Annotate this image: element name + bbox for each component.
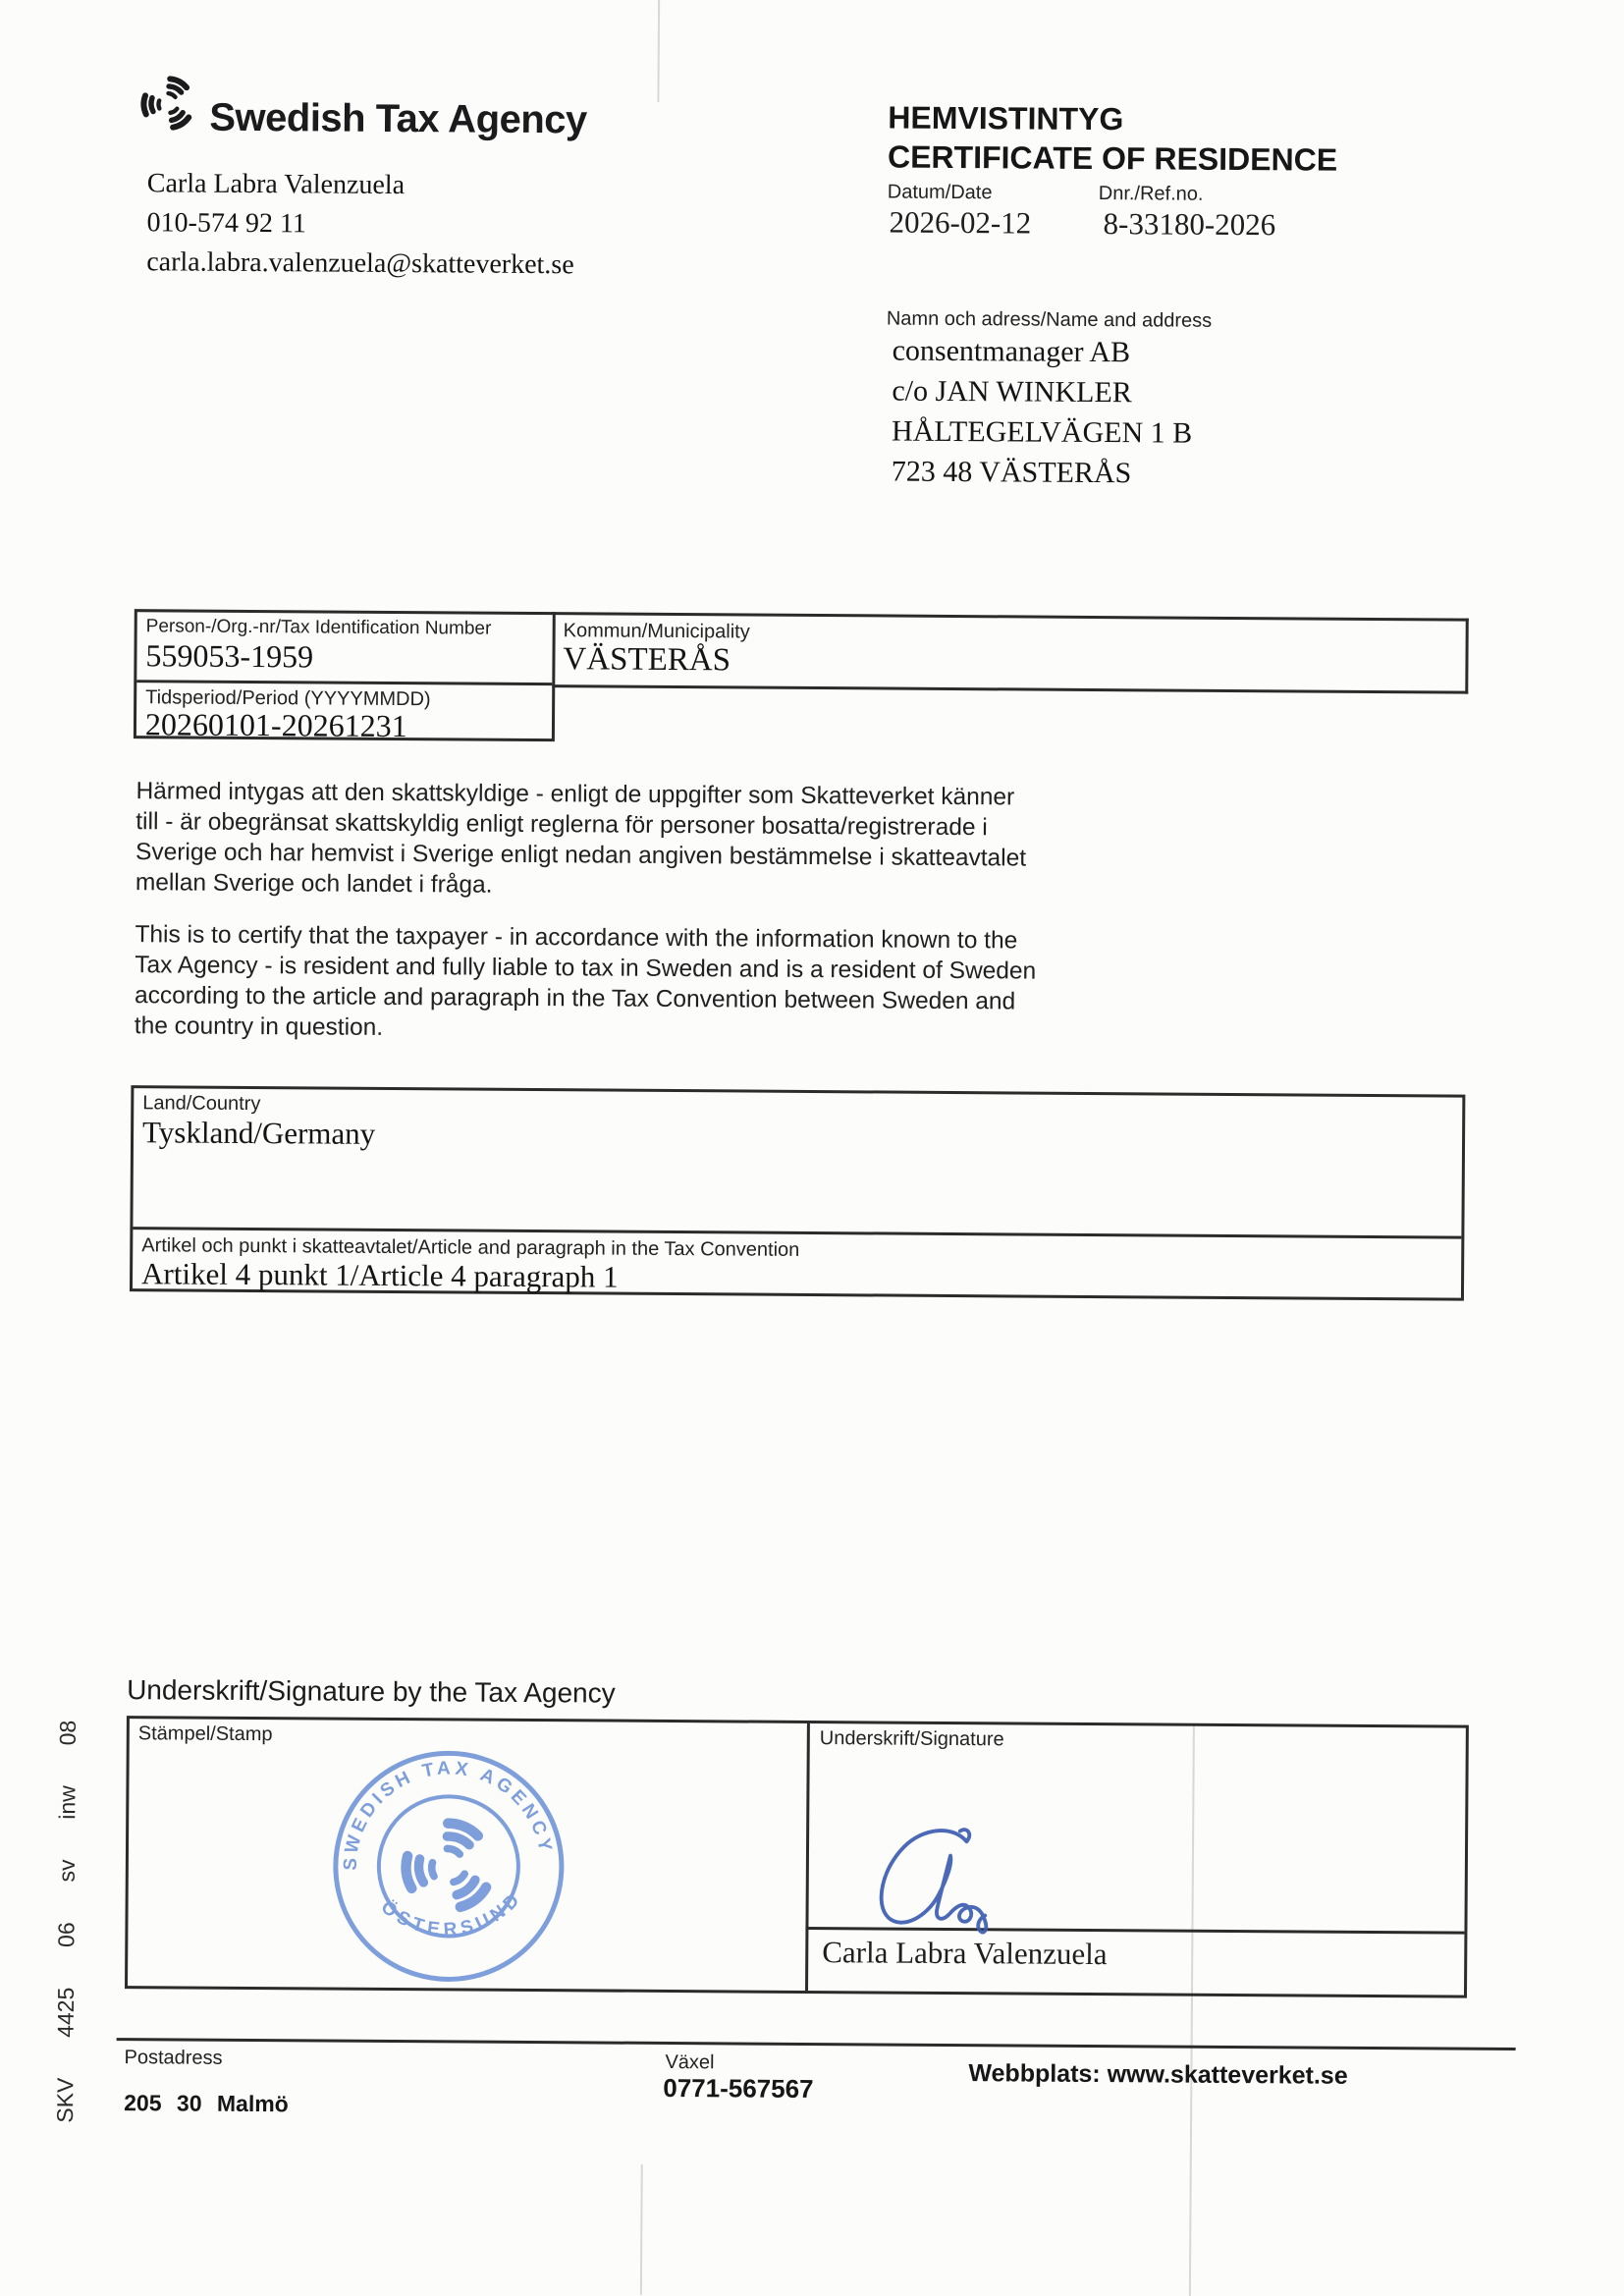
footer-rule bbox=[117, 2038, 1516, 2050]
sv-line: mellan Sverige och landet i fråga. bbox=[135, 869, 493, 899]
article-label: Artikel och punkt i skatteavtalet/Article and paragraph in the Tax Convention bbox=[141, 1234, 800, 1261]
document-title-swedish: HEMVISTINTYG bbox=[888, 99, 1124, 137]
svg-text:SWEDISH TAX AGENCY bbox=[332, 1750, 556, 1873]
en-line: according to the article and paragraph in the Tax Convention between Sweden and bbox=[134, 982, 1016, 1015]
country-article-box bbox=[130, 1085, 1465, 1300]
recipient-line: consentmanager AB bbox=[892, 334, 1131, 369]
switchboard-label: Växel bbox=[665, 2050, 715, 2074]
fold-line-top bbox=[657, 0, 660, 102]
country-value: Tyskland/Germany bbox=[141, 1115, 376, 1151]
country-label: Land/Country bbox=[142, 1092, 261, 1116]
form-code-segment: 08 bbox=[54, 1720, 81, 1746]
form-code-segment: inw bbox=[53, 1785, 80, 1820]
municipality-value: VÄSTERÅS bbox=[563, 641, 731, 679]
municipality-label: Kommun/Municipality bbox=[563, 620, 750, 643]
signature-label: Underskrift/Signature bbox=[819, 1727, 1004, 1751]
signer-name: Carla Labra Valenzuela bbox=[822, 1935, 1108, 1972]
form-code-segment: 06 bbox=[52, 1922, 79, 1947]
document-title-english: CERTIFICATE OF RESIDENCE bbox=[887, 138, 1338, 178]
period-label: Tidsperiod/Period (YYYYMMDD) bbox=[145, 686, 431, 711]
en-line: the country in question. bbox=[134, 1012, 384, 1041]
postal-value: 205 30 Malmö bbox=[124, 2090, 289, 2117]
sv-line: till - är obegränsat skattskyldig enligt reglerna för personer bosatta/registrerade i bbox=[135, 808, 988, 842]
sv-line: Härmed intygas att den skattskyldige - enligt de uppgifter som Skatteverket känner bbox=[135, 778, 1015, 811]
ref-value: 8-33180-2026 bbox=[1103, 206, 1276, 243]
agency-name: Swedish Tax Agency bbox=[209, 95, 587, 142]
handwritten-signature bbox=[837, 1817, 1063, 1951]
switchboard-number: 0771-567567 bbox=[663, 2072, 814, 2105]
form-code-segment: SKV bbox=[51, 2077, 78, 2123]
row-divider bbox=[136, 680, 552, 685]
stamp-label: Stämpel/Stamp bbox=[137, 1722, 273, 1746]
recipient-line: 723 48 VÄSTERÅS bbox=[891, 455, 1132, 490]
date-label: Datum/Date bbox=[887, 181, 993, 204]
tax-id-value: 559053-1959 bbox=[145, 637, 314, 675]
recipient-address-label: Namn och adress/Name and address bbox=[886, 307, 1213, 332]
fold-line-bottom bbox=[640, 2164, 643, 2295]
form-code-segment: sv bbox=[53, 1859, 80, 1883]
swedish-tax-agency-logo-icon bbox=[138, 70, 197, 137]
recipient-address-block bbox=[892, 331, 1193, 494]
form-code-segment: 4425 bbox=[52, 1987, 79, 2038]
municipality-box bbox=[552, 612, 1469, 694]
cell-divider bbox=[805, 1723, 810, 1991]
certification-text-swedish bbox=[135, 776, 1027, 903]
en-line: Tax Agency - is resident and fully liable to tax in Sweden and is a resident of Sweden bbox=[135, 952, 1037, 985]
tax-id-label: Person-/Org.-nr/Tax Identification Number bbox=[145, 616, 492, 639]
stamp-top-text: SWEDISH TAX AGENCY bbox=[340, 1758, 557, 1872]
article-value: Artikel 4 punkt 1/Article 4 paragraph 1 bbox=[140, 1256, 619, 1294]
website-text: Webbplats: www.skatteverket.se bbox=[968, 2059, 1348, 2090]
officer-name: Carla Labra Valenzuela bbox=[146, 168, 406, 201]
recipient-line: c/o JAN WINKLER bbox=[892, 374, 1132, 410]
stamp-bottom-text: ÖSTERSUND bbox=[376, 1886, 527, 1941]
signature-section-heading: Underskrift/Signature by the Tax Agency bbox=[127, 1674, 616, 1709]
sv-line: Sverige och har hemvist i Sverige enligt nedan angiven bestämmelse i skatteavtalet bbox=[135, 839, 1027, 872]
tax-id-period-box bbox=[134, 609, 556, 744]
officer-phone: 010-574 92 11 bbox=[146, 207, 306, 240]
date-value: 2026-02-12 bbox=[889, 204, 1032, 241]
officer-contact-block bbox=[146, 164, 574, 285]
en-line: This is to certify that the taxpayer - in accordance with the information known to the bbox=[135, 921, 1018, 955]
form-code bbox=[50, 1721, 82, 2123]
recipient-line: HÅLTEGELVÄGEN 1 B bbox=[891, 414, 1193, 450]
ref-label: Dnr./Ref.no. bbox=[1098, 183, 1204, 205]
certification-text-english bbox=[135, 919, 1037, 1047]
tax-agency-round-stamp bbox=[325, 1743, 572, 1991]
officer-email: carla.labra.valenzuela@skatteverket.se bbox=[146, 246, 574, 281]
period-value: 20260101-20261231 bbox=[144, 706, 407, 744]
postal-label: Postadress bbox=[124, 2047, 223, 2069]
